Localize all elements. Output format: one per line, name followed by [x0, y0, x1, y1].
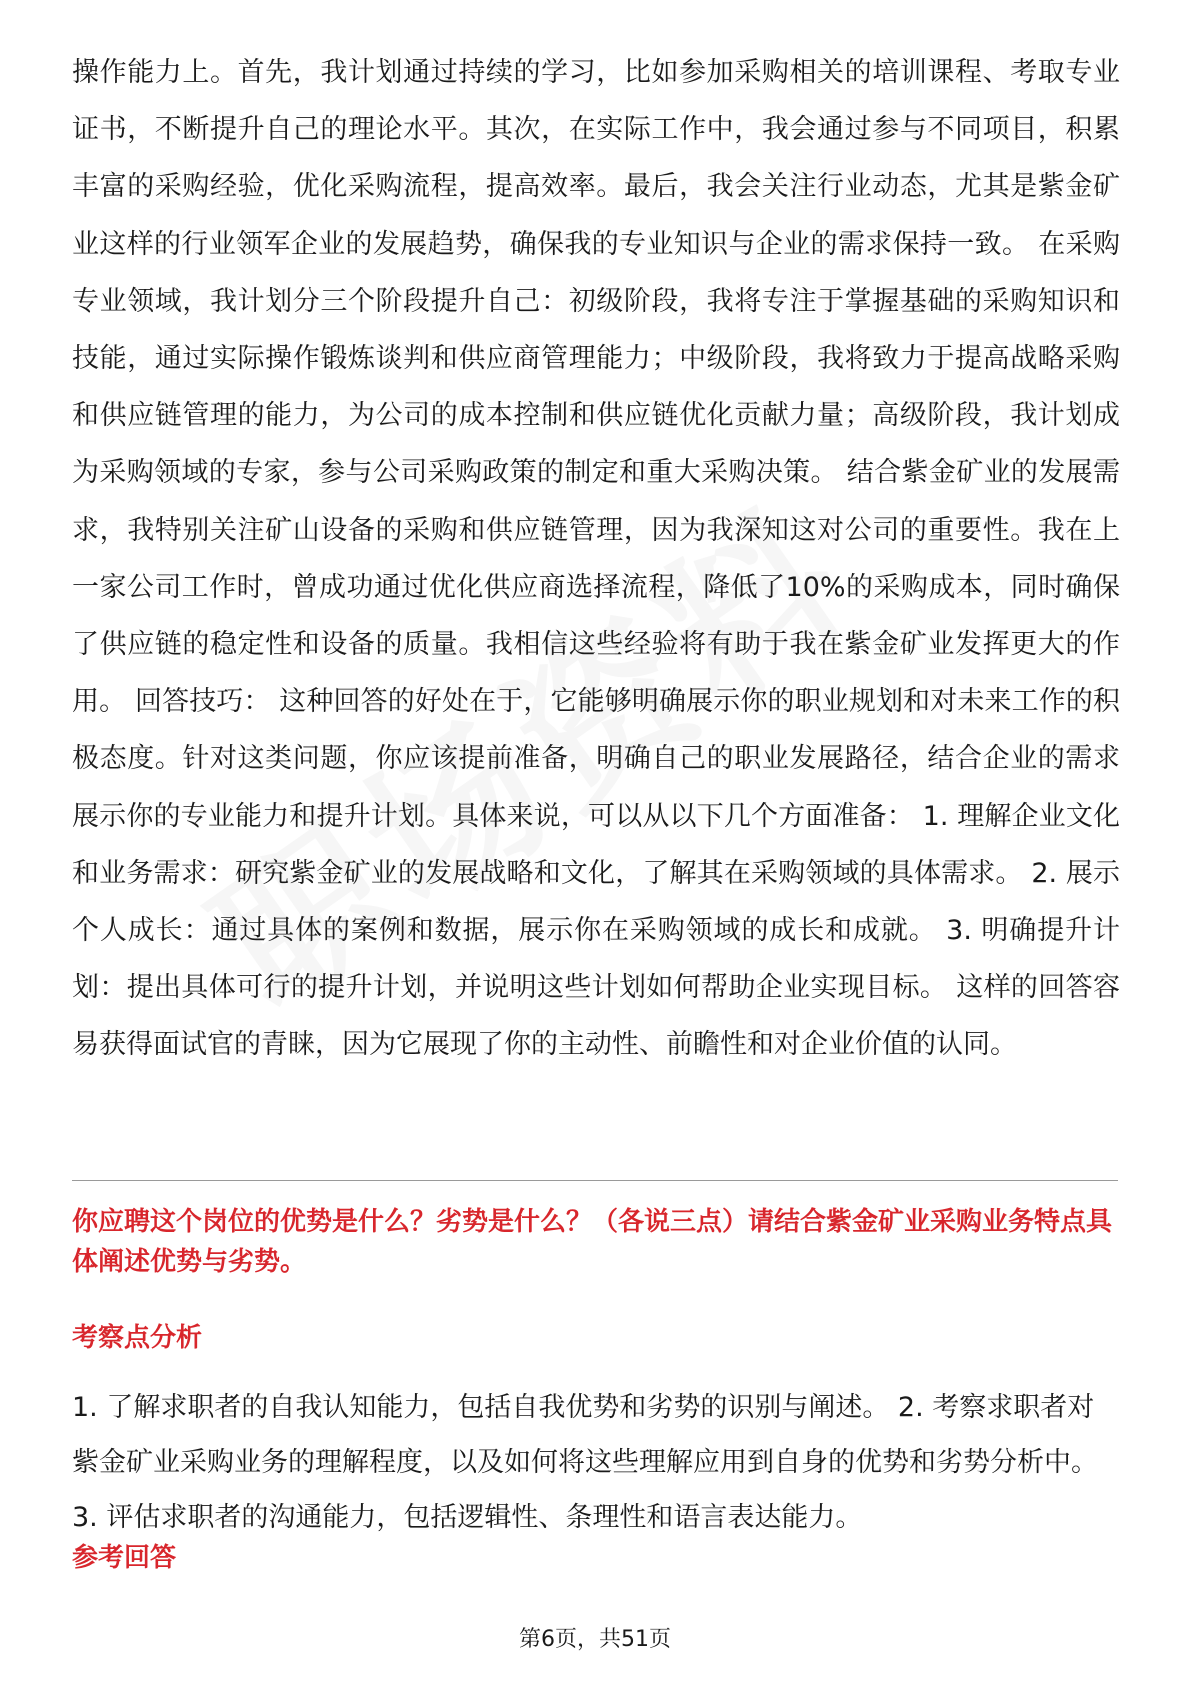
analysis-heading: 考察点分析 — [72, 1323, 203, 1353]
analysis-text: 1. 了解求职者的自我认知能力，包括自我优势和劣势的识别与阐述。 2. 考察求职者对紫金矿业采购业务的理解程度，以及如何将这些理解应用到自身的优势和劣势分析中。 3. 评估求职者的沟通能力，包括逻辑性、条理性和语言表达能力。 — [72, 1392, 1098, 1533]
question-title: 你应聘这个岗位的优势是什么？劣势是什么？（各说三点）请结合紫金矿业采购业务特点具体阐述优势与劣势。 — [72, 1207, 1113, 1277]
page-number: 第6页，共51页 — [519, 1627, 671, 1652]
answer-body-paragraph: 操作能力上。首先，我计划通过持续的学习，比如参加采购相关的培训课程、考取专业证书，不断提升自己的理论水平。其次，在实际工作中，我会通过参与不同项目，积累丰富的采购经验，优化采购流程，提高效率。最后，我会关注行业动态，尤其是紫金矿业这样的行业领军企业的发展趋势，确保我的专业知识与企业的需求保持一致。 在采购专业领域，我计划分三个阶段提升自己：初级阶段，我将专注于掌握基础的采购知识和技能，通过实际操作锻炼谈判和供应商管理能力；中级阶段，我将致力于提高战略采购和供应链管理的能力，为公司的成本控制和供应链优化贡献力量；高级阶段，我计划成为采购领域的专家，参与公司采购政策的制定和重大采购决策。 结合紫金矿业的发展需求，我特别关注矿山设备的采购和供应链管理，因为我深知这对公司的重要性。我在上一家公司工作时，曾成功通过优化供应商选择流程，降低了10%的采购成本，同时确保了供应链的稳定性和设备的质量。我相信这些经验将有助于我在紫金矿业发挥更大的作用。 回答技巧： 这种回答的好处在于，它能够明确展示你的职业规划和对未来工作的积极态度。针对这类问题，你应该提前准备，明确自己的职业发展路径，结合企业的需求展示你的专业能力和提升计划。具体来说，可以从以下几个方面准备： 1. 理解企业文化和业务需求：研究紫金矿业的发展战略和文化，了解其在采购领域的具体需求。 2. 展示个人成长：通过具体的案例和数据，展示你在采购领域的成长和成就。 3. 明确提升计划：提出具体可行的提升计划，并说明这些计划如何帮助企业实现目标。 这样的回答容易获得面试官的青睐，因为它展现了你的主动性、前瞻性和对企业价值的认同。 — [72, 57, 1120, 1061]
section-divider — [72, 1180, 1118, 1181]
reference-answer-heading: 参考回答 — [72, 1543, 177, 1573]
